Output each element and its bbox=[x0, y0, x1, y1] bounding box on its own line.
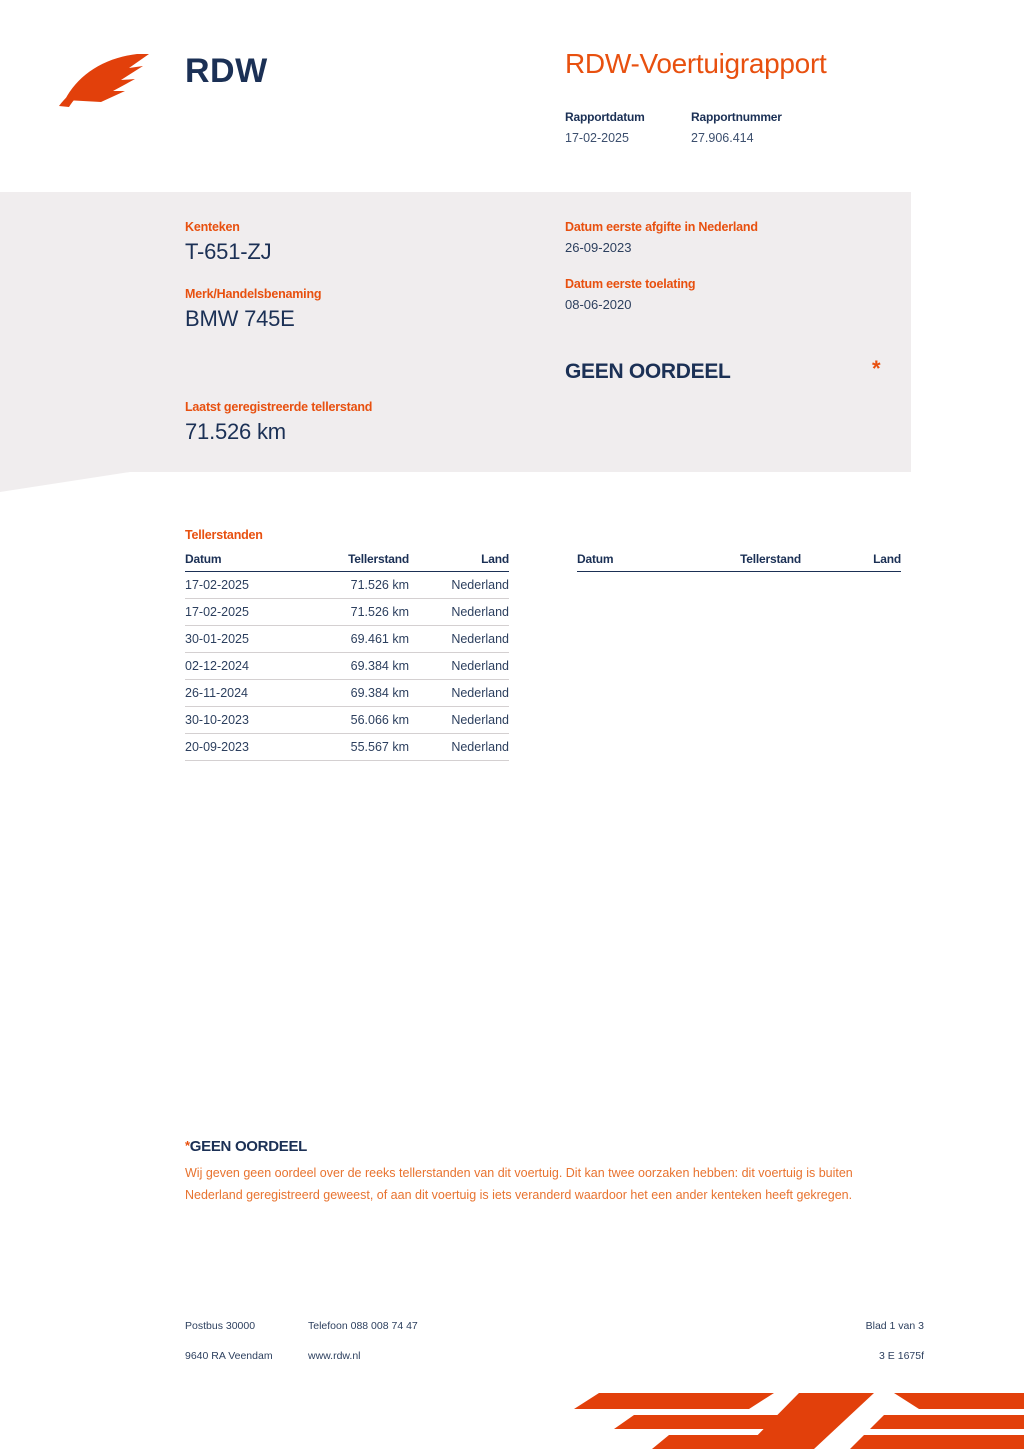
table-row bbox=[185, 626, 509, 653]
logo-text: RDW bbox=[185, 52, 268, 90]
odometer-table-left bbox=[185, 552, 509, 761]
footer-form-code: 3 E 1675f bbox=[879, 1350, 924, 1362]
first-admission-value: 08-06-2020 bbox=[565, 297, 632, 312]
footnote-star: * bbox=[185, 1138, 190, 1153]
vehicle-summary-panel bbox=[0, 192, 911, 472]
document-header bbox=[0, 0, 1024, 192]
license-plate-value: T-651-ZJ bbox=[185, 239, 272, 264]
column-header-odometer: Tellerstand bbox=[701, 552, 811, 572]
footer-address-line2: 9640 RA Veendam bbox=[185, 1350, 273, 1362]
table-row bbox=[185, 680, 509, 707]
column-header-date: Datum bbox=[577, 552, 701, 572]
table-row bbox=[185, 653, 509, 680]
cell-date: 17-02-2025 bbox=[185, 599, 309, 626]
cell-date: 02-12-2024 bbox=[185, 653, 309, 680]
verdict-badge: GEEN OORDEEL bbox=[565, 360, 731, 383]
footnote-title-text: GEEN OORDEEL bbox=[189, 1138, 308, 1155]
report-date-label: Rapportdatum bbox=[565, 110, 645, 124]
cell-odometer: 56.066 km bbox=[309, 707, 419, 734]
column-header-country: Land bbox=[811, 552, 901, 572]
first-issue-nl-label: Datum eerste afgifte in Nederland bbox=[565, 220, 758, 234]
cell-country: Nederland bbox=[419, 599, 509, 626]
last-odometer-value: 71.526 km bbox=[185, 419, 286, 444]
rdw-feather-logo-icon bbox=[57, 50, 172, 110]
page-title: RDW-Voertuigrapport bbox=[565, 48, 827, 79]
rdw-stripes-icon bbox=[574, 1379, 1024, 1449]
table-header-row bbox=[185, 552, 509, 572]
cell-date: 26-11-2024 bbox=[185, 680, 309, 707]
first-admission-label: Datum eerste toelating bbox=[565, 277, 696, 291]
cell-odometer: 69.384 km bbox=[309, 653, 419, 680]
last-odometer-block bbox=[185, 400, 525, 445]
cell-country: Nederland bbox=[419, 680, 509, 707]
verdict-footnote-marker: * bbox=[872, 356, 881, 381]
license-plate-label: Kenteken bbox=[185, 220, 240, 234]
column-header-date: Datum bbox=[185, 552, 309, 572]
cell-odometer: 55.567 km bbox=[309, 734, 419, 761]
cell-date: 20-09-2023 bbox=[185, 734, 309, 761]
panel-left-column bbox=[185, 220, 515, 332]
report-number-value: 27.906.414 bbox=[691, 131, 754, 145]
cell-odometer: 71.526 km bbox=[309, 572, 419, 599]
footnote-title bbox=[185, 1138, 915, 1155]
odometer-table-right bbox=[577, 552, 901, 572]
report-number-label: Rapportnummer bbox=[691, 110, 782, 124]
table-header-row bbox=[577, 552, 901, 572]
footnote-section bbox=[185, 1138, 915, 1207]
panel-right-column bbox=[565, 220, 895, 312]
cell-odometer: 69.461 km bbox=[309, 626, 419, 653]
cell-country: Nederland bbox=[419, 734, 509, 761]
footer-decorative-graphic bbox=[574, 1379, 1024, 1449]
footer-page-indicator: Blad 1 van 3 bbox=[865, 1320, 924, 1332]
cell-date: 30-10-2023 bbox=[185, 707, 309, 734]
last-odometer-label: Laatst geregistreerde tellerstand bbox=[185, 400, 373, 414]
report-date-value: 17-02-2025 bbox=[565, 131, 629, 145]
cell-country: Nederland bbox=[419, 572, 509, 599]
odometer-table-title: Tellerstanden bbox=[185, 528, 263, 542]
cell-odometer: 69.384 km bbox=[309, 680, 419, 707]
brand-value: BMW 745E bbox=[185, 306, 295, 331]
odometer-rows-left bbox=[185, 572, 509, 761]
table-row bbox=[185, 599, 509, 626]
footnote-body: Wij geven geen oordeel over de reeks tellerstanden van dit voertuig. Dit kan twee oorzaken hebben: dit voertuig is buiten Nederland geregistreerd geweest, of aan dit voertuig is iets veranderd waardoor het een ander kenteken heeft gekregen. bbox=[185, 1166, 853, 1202]
rdw-logo bbox=[57, 38, 297, 110]
cell-date: 17-02-2025 bbox=[185, 572, 309, 599]
table-row bbox=[185, 707, 509, 734]
document-footer bbox=[0, 1320, 1024, 1380]
table-row bbox=[185, 572, 509, 599]
cell-odometer: 71.526 km bbox=[309, 599, 419, 626]
column-header-odometer: Tellerstand bbox=[309, 552, 419, 572]
footer-website: www.rdw.nl bbox=[308, 1350, 361, 1362]
cell-country: Nederland bbox=[419, 626, 509, 653]
report-meta bbox=[565, 110, 985, 145]
cell-date: 30-01-2025 bbox=[185, 626, 309, 653]
panel-corner-notch bbox=[0, 472, 130, 492]
cell-country: Nederland bbox=[419, 707, 509, 734]
column-header-country: Land bbox=[419, 552, 509, 572]
table-row bbox=[185, 734, 509, 761]
footer-address-line1: Postbus 30000 bbox=[185, 1320, 256, 1332]
cell-country: Nederland bbox=[419, 653, 509, 680]
first-issue-nl-value: 26-09-2023 bbox=[565, 240, 632, 255]
footer-phone: Telefoon 088 008 74 47 bbox=[308, 1320, 418, 1332]
brand-label: Merk/Handelsbenaming bbox=[185, 287, 322, 301]
